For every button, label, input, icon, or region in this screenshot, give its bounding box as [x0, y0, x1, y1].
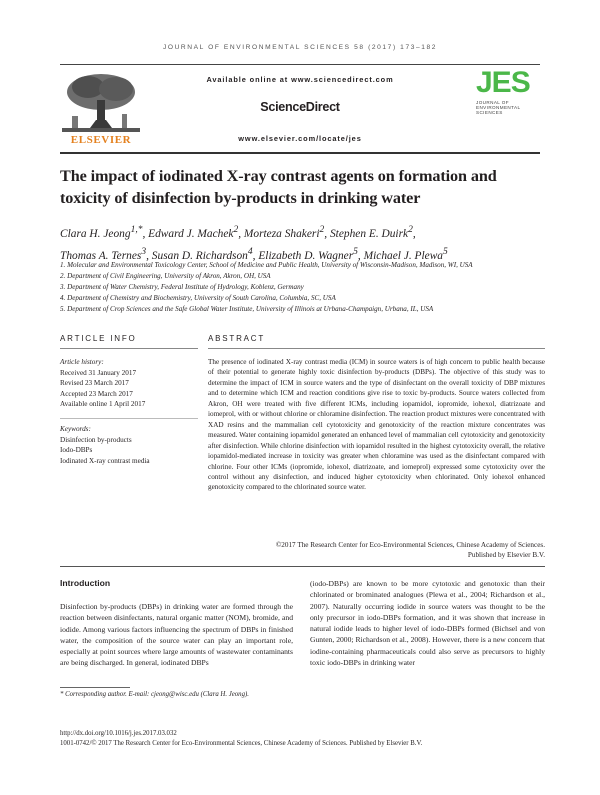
available-online: Available online at www.sciencedirect.com	[206, 75, 394, 84]
title-line-2: toxicity of disinfection by-products in drinking water	[60, 189, 421, 207]
corresponding-author: * Corresponding author. E-mail: cjeong@wisc.edu (Clara H. Jeong).	[60, 691, 249, 698]
jes-logo	[476, 68, 530, 115]
copyright-line-1: ©2017 The Research Center for Eco-Environmental Sciences, Chinese Academy of Sciences.	[275, 541, 545, 549]
keyword: Iodinated X-ray contrast media	[60, 456, 150, 465]
intro-left-column: Disinfection by-products (DBPs) in drinking water are formed through the reaction between disinfectants, natural organic matter (NOM), bromide, and iodide. Among various factors influencing the spectrum of DBPs in finished water, the composition of the source water can play an important role, especially at point sources where large amounts of wastewater contaminants are being discharged. In general, iodinated DBPs	[60, 602, 293, 668]
author-name[interactable]: Michael J. Plewa	[363, 249, 443, 262]
elsevier-logo-text: ELSEVIER	[70, 134, 132, 146]
journal-url[interactable]: www.elsevier.com/locate/jes	[238, 134, 362, 143]
abstract-bottom-rule	[60, 566, 545, 567]
keyword: Disinfection by-products	[60, 435, 132, 444]
keywords	[60, 424, 198, 466]
author-name[interactable]: Clara H. Jeong	[60, 227, 131, 240]
keywords-label: Keywords:	[60, 425, 91, 433]
author-sup: 5	[353, 246, 358, 257]
history-label: Article history:	[60, 358, 104, 366]
intro-right-column: (iodo-DBPs) are known to be more cytotoxic and genotoxic than their chlorinated or brominated analogues (Plewa et al., 2004; Richardson et al., 2007). Naturally occurring iodide in source waters was thought to be the only precursor in iodo-DBPs formation, and it was shown that increase in natural iodide leads to higher level of iodo-DBPs formed (Bichsel and von Gunten, 2000; Richardson et al., 2008). However, there is a new concern that iodine-containing pharmaceuticals could also serve as precursors to highly toxic iodo-DBPs in drinking water	[310, 579, 545, 668]
author-name[interactable]: Edward J. Machek	[148, 227, 234, 240]
author-sup: 2	[408, 225, 413, 235]
affiliation-2: 2. Department of Civil Engineering, University of Akron, Akron, OH, USA	[60, 272, 271, 280]
abstract-rule	[208, 348, 545, 349]
journal-citation: JOURNAL OF ENVIRONMENTAL SCIENCES 58 (2017) 173–182	[162, 44, 438, 51]
header-bottom-rule	[60, 152, 540, 154]
abstract-heading: ABSTRACT	[208, 334, 266, 343]
affiliation-5: 5. Department of Crop Sciences and the Safe Global Water Institute, University of Illinois at Urbana-Champaign, Urbana, IL, USA	[60, 305, 434, 313]
title-line-1: The impact of iodinated X-ray contrast agents on formation and	[60, 167, 497, 185]
history-accepted: Accepted 23 March 2017	[60, 389, 133, 398]
jes-logo-sub-2: ENVIRONMENTAL	[476, 105, 521, 110]
jes-logo-text: JES	[476, 66, 530, 99]
copyright-line-2: Published by Elsevier B.V.	[467, 551, 545, 560]
author-sup: 1,*	[130, 225, 143, 235]
jes-logo-sub-1: JOURNAL OF	[476, 100, 509, 105]
abstract-copyright	[208, 540, 545, 561]
author-name[interactable]: Thomas A. Ternes	[60, 249, 142, 262]
history-online: Available online 1 April 2017	[60, 400, 146, 408]
author-name[interactable]: Stephen E. Duirk	[329, 227, 409, 240]
doi-link[interactable]: http://dx.doi.org/10.1016/j.jes.2017.03.032	[60, 730, 177, 737]
info-divider	[60, 418, 198, 419]
author-list: Clara H. Jeong$^{1,*}$, Edward J. Machek$^2$, Morteza Shakeri$^2$, Stephen E. Duirk$^2$, Thomas A. Ternes$^3$, Susan D. Richardson$^4$, Elizabeth D. Wagner$^5$, Michael J. Plewa$^5$	[60, 225, 448, 262]
author-sup: 4	[247, 246, 253, 257]
issn-copyright: 1001-0742/© 2017 The Research Center for Eco-Environmental Sciences, Chinese Academy of Sciences. Published by Elsevier B.V.	[60, 740, 423, 747]
affiliation-4: 4. Department of Chemistry and Biochemistry, University of South Carolina, Columbia, SC, USA	[60, 294, 336, 302]
author-name[interactable]: Morteza Shakeri	[243, 227, 320, 240]
introduction-heading: Introduction	[60, 578, 111, 588]
keyword: Iodo-DBPs	[60, 446, 93, 454]
article-title	[60, 165, 540, 209]
author-sup: 5	[443, 246, 448, 257]
sciencedirect-brand: ScienceDirect	[260, 100, 340, 114]
history-revised: Revised 23 March 2017	[60, 379, 129, 387]
article-info-heading: ARTICLE INFO	[60, 334, 137, 343]
author-sup: 3	[141, 246, 147, 257]
elsevier-tree-logo	[60, 70, 142, 144]
affiliation-1: 1. Molecular and Environmental Toxicology Center, School of Medicine and Public Health, University of Wisconsin-Madison, Madison, WI, USA	[60, 261, 473, 269]
author-name[interactable]: Elizabeth D. Wagner	[258, 249, 354, 262]
affiliation-3: 3. Department of Water Chemistry, Federal Institute of Hydrology, Koblenz, Germany	[60, 283, 304, 291]
abstract-text: The presence of iodinated X-ray contrast media (ICM) in source waters is of high concern to public health because of their potential to generate highly toxic disinfection by-products (DBPs). The objective of this study was to determine the impact of ICM in source waters and the type of disinfectant on the overall toxicity of DBP mixtures and to determine which ICM and reaction conditions give rise to toxic by-products. Source waters collected from Akron, OH were treated with five different ICMs, including iopamidol, iopromide, iohexol, diatrizoate and iomeprol, with or without chlorine or chloramine disinfection. The reaction product mixtures were concentrated with XAD resins and the mammalian cell cytotoxicity and genotoxicity of the reaction mixture concentrates was measured. Water containing iopamidol generated an enhanced level of mammalian cell cytotoxicity and genotoxicity after disinfection. While chlorine disinfection with iopamidol resulted in the highest cytotoxicity overall, the relative iopamidol-mediated increase in toxicity was greater when chloramine was used as the disinfectant compared with chlorine. Four other ICMs (iopromide, iohexol, diatrizoate, and iomeprol) expressed some cytotoxicity over the control without any disinfection, and induced higher cytotoxicity when chlorinated. Only iohexol enhanced genotoxicity compared to the chlorinated source water.	[208, 358, 545, 492]
jes-logo-sub-3: SCIENCES	[476, 110, 503, 115]
info-rule	[60, 348, 198, 349]
header-rule	[60, 64, 540, 65]
footnote-rule	[60, 687, 130, 688]
author-sup: 2	[233, 225, 239, 235]
article-history	[60, 357, 198, 410]
author-sup: 2	[319, 225, 325, 235]
author-name[interactable]: Susan D. Richardson	[151, 249, 248, 262]
history-received: Received 31 January 2017	[60, 368, 137, 377]
